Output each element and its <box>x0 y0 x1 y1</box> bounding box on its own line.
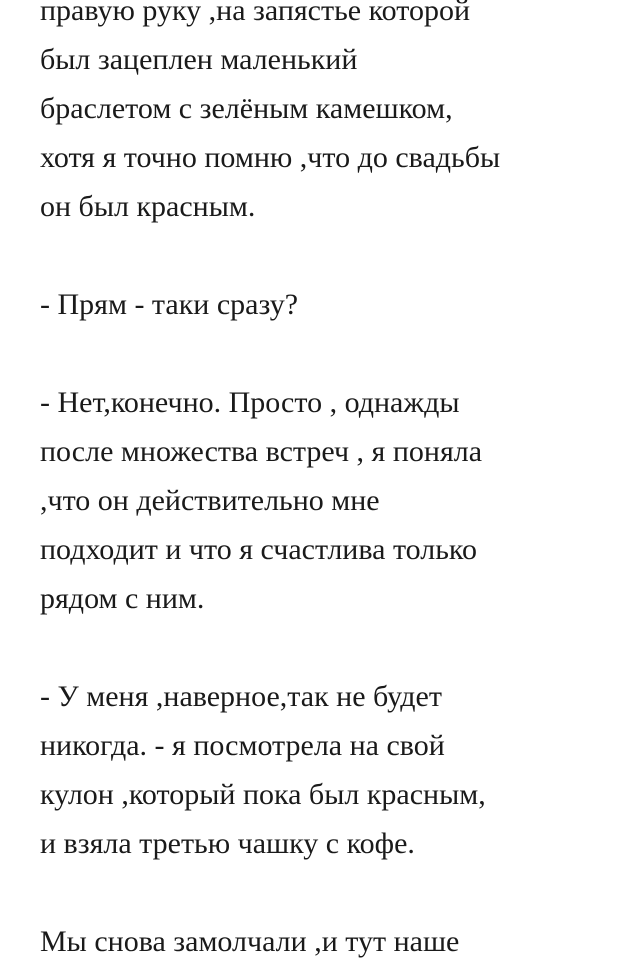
text-line: Мы снова замолчали ,и тут наше <box>40 925 460 958</box>
text-line: рядом с ним. <box>40 582 205 615</box>
text-line: кулон ,который пока был красным, <box>40 778 486 811</box>
dialogue-line-answer <box>40 378 620 623</box>
dialogue-line-reply <box>40 672 620 868</box>
text-line: - Прям - таки сразу? <box>40 288 299 321</box>
text-line: он был красным. <box>40 190 256 223</box>
text-line: ,что он действительно мне <box>40 484 380 517</box>
paragraph-bracelet <box>40 0 620 231</box>
text-line: подходит и что я счастлива только <box>40 533 477 566</box>
text-line: хотя я точно помню ,что до свадьбы <box>40 141 501 174</box>
text-line: - Нет,конечно. Просто , однажды <box>40 386 460 419</box>
text-line: и взяла третью чашку с кофе. <box>40 827 415 860</box>
dialogue-line-question <box>40 280 620 329</box>
text-line: был зацеплен маленький <box>40 43 358 76</box>
story-text <box>40 0 620 960</box>
text-line: браслетом с зелёным камешком, <box>40 92 453 125</box>
text-line: - У меня ,наверное,так не будет <box>40 680 442 713</box>
text-line: правую руку ,на запястье которой <box>40 0 471 27</box>
text-line: после множества встреч , я поняла <box>40 435 483 468</box>
text-line: никогда. - я посмотрела на свой <box>40 729 445 762</box>
paragraph-silence <box>40 917 620 960</box>
